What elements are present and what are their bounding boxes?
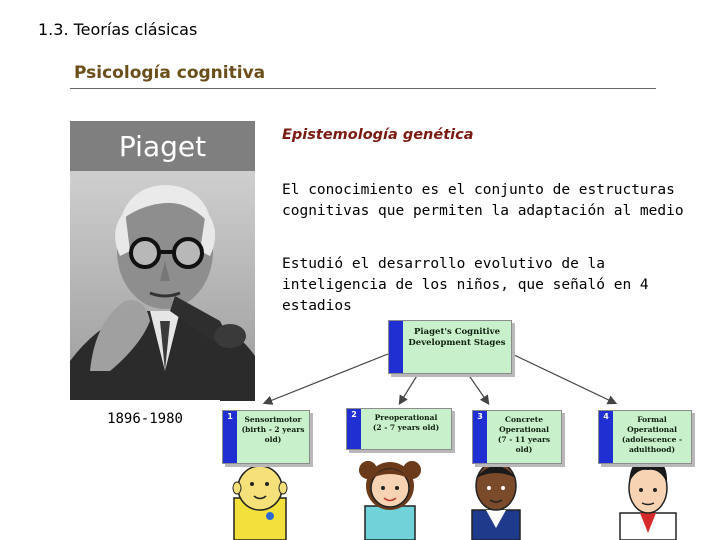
boy-face-icon: [472, 462, 520, 540]
baby-face-icon: [233, 466, 287, 540]
stage-box-3: [472, 410, 562, 464]
stage-number: 3: [473, 411, 487, 463]
paragraph-stages: Estudió el desarrollo evolutivo de la inteligencia de los niños, que señaló en 4 estadios: [282, 256, 649, 314]
paragraph-definition: El conocimiento es el conjunto de estructuras cognitivas que permiten la adaptación al medio: [282, 182, 684, 219]
stage-label: Sensorimotor: [244, 415, 302, 424]
stage-range: (2 - 7 years old): [372, 423, 440, 432]
stage-number: 1: [223, 411, 237, 463]
stage-range: (7 - 11 years old): [497, 435, 551, 454]
life-years: 1896-1980: [70, 400, 220, 437]
stage-range: (adolescence - adulthood): [621, 435, 683, 454]
teen-face-icon: [620, 458, 676, 540]
stage-box-2: [346, 408, 452, 450]
arrow-stage-2: [400, 374, 418, 403]
diagram-root-box: [388, 320, 512, 374]
stages-diagram: [220, 318, 695, 540]
arrow-stage-1: [265, 354, 388, 403]
name-banner: Piaget: [70, 121, 255, 171]
stage-number: 2: [347, 409, 361, 449]
stage-label: Preoperational: [374, 413, 438, 422]
stage-box-4: [598, 410, 692, 464]
stage-box-1: [222, 410, 310, 464]
section-label: 1.3. Teorías clásicas: [38, 20, 198, 39]
title-divider: [70, 88, 656, 89]
subtitle: Epistemología genética: [282, 127, 474, 143]
girl-face-icon: [359, 461, 421, 540]
arrow-stage-3: [468, 374, 488, 403]
slide-title: Psicología cognitiva: [74, 63, 266, 83]
stage-number: 4: [599, 411, 613, 463]
stage-range: (birth - 2 years old): [241, 425, 305, 444]
stage-label: Formal Operational: [627, 415, 677, 434]
stage-label: Concrete Operational: [499, 415, 549, 434]
diagram-root-label: Piaget's Cognitive Development Stages: [403, 321, 511, 373]
arrow-stage-4: [512, 354, 615, 403]
